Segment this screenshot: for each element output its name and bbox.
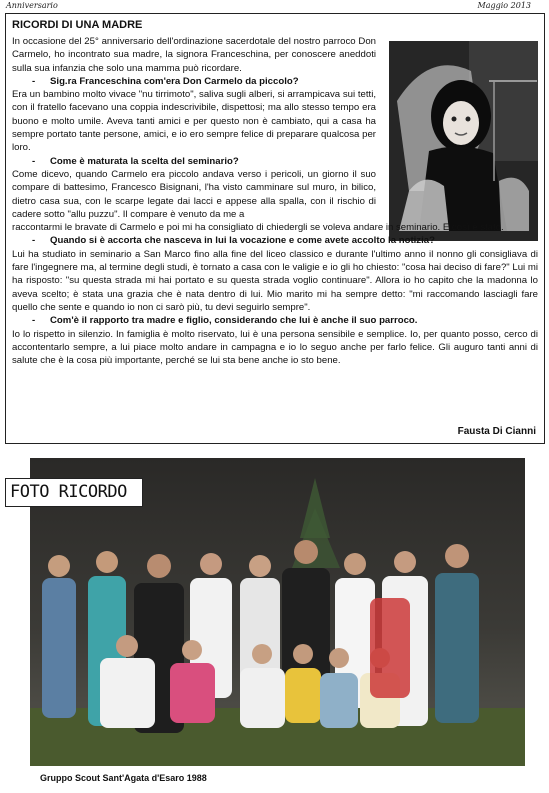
question-3	[12, 234, 538, 247]
dash-bullet: -	[32, 75, 36, 87]
article-body	[12, 35, 538, 367]
question-1	[12, 75, 538, 88]
dash-bullet: -	[32, 235, 36, 247]
question-3-text: Quando si è accorta che nasceva in lui la vocazione e come avete accolto la notizia?	[50, 235, 435, 247]
dash-bullet: -	[32, 315, 36, 327]
answer-4: Io lo rispetto in silenzio. In famiglia è molto riservato, lui è una persona sensibile e semplice. Io, per quanto posso, cerco di accontentarlo sempre, a lui piace molto andare in campagna e io lo seguo anche per farlo felice. Gli auguro tanti anni di salute che è la cosa più importante, perché se lui sta bene anche io sto bene.	[12, 328, 538, 367]
answer-2-part-2: raccontarmi le bravate di Carmelo e poi mi ha consigliato di chiedergli se voleva andare in seminario. E così è stato.	[12, 222, 504, 234]
foto-ricordo-label: FOTO RICORDO	[5, 478, 143, 507]
article-title: RICORDI DI UNA MADRE	[12, 19, 143, 31]
question-4	[12, 314, 538, 327]
dash-bullet: -	[32, 155, 36, 167]
photo-caption: Gruppo Scout Sant'Agata d'Esaro 1988	[40, 773, 207, 783]
question-2	[12, 155, 538, 168]
header-date: Maggio 2013	[477, 1, 531, 10]
question-2-text: Come è maturata la scelta del seminario?	[50, 155, 239, 167]
author-signature: Fausta Di Cianni	[457, 426, 536, 437]
answer-3: Lui ha studiato in seminario a San Marco fino alla fine del liceo classico e durante l'ultimo anno il nonno gli consigliava di fare l'ingegnere ma, al termine degli studi, è tornato a casa con le valigie e io gli ho chiesto: "cosa hai deciso di fare?" Lui mi ha risposto: "su questa strada mi hai portato e su questa strada voglio continuare". Allora io ho capito che la madonna lo aveva scelto; è stata una grazia che è nata dentro di lui. Mio marito mi ha sempre detto: "mi raccomando lasciagli fare quello che sente e quando io non ci sarò più, tu devi seguirlo sempre".	[12, 248, 538, 313]
answer-2-part-1: Come dicevo, quando Carmelo era piccolo andava verso i pericoli, un giorno il suo compare di battesimo, Francesco Bisignani, l'ha visto camminare sul muro, in bilico, dietro casa sua, con le scarpe legate dai lacci e appese alla spalla, con il rischio di cadere sotto "allu puzzu". Il compare è venuto da me a	[12, 168, 376, 220]
answer-1: Era un bambino molto vivace "nu tirrimoto", saliva sugli alberi, si arrampicava sui tetti, con il fratello facevano una coppia indescrivibile, dispettosi; ma allo stesso tempo era buono e molto umile. Aveva tanti amici e per questo non è cambiato, qui a casa ha sempre portato tante persone, amici, e io ero sempre felice di preparare qualcosa per loro.	[12, 89, 376, 154]
header-left: Anniversario	[6, 1, 58, 10]
question-1-text: Sig.ra Franceschina com'era Don Carmelo da piccolo?	[50, 75, 299, 87]
intro-paragraph: In occasione del 25° anniversario dell'ordinazione sacerdotale del nostro parroco Don Carmelo, ho incontrato sua madre, la signora Franceschina, per conoscere aneddoti sulla sua infanzia che solo una mamma può ricordare.	[12, 36, 376, 74]
article-box	[5, 13, 545, 444]
question-4-text: Com'è il rapporto tra madre e figlio, considerando che lui è anche il suo parroco.	[50, 315, 418, 327]
